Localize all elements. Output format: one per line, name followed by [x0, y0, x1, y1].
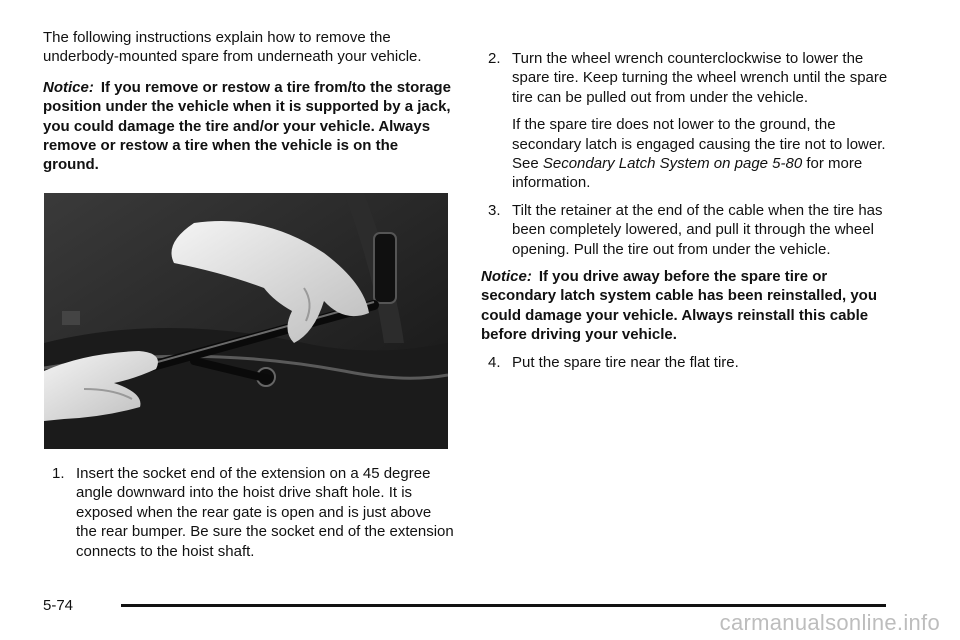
intro-paragraph: The following instructions explain how to remove the underbody-mounted spare from underneath your vehicle. — [43, 29, 422, 66]
notice-text: If you remove or restow a tire from/to the storage position under the vehicle when it is supported by a jack, you could damage the tire and/or your vehicle. Always remove or restow a tire when the vehicle is on the ground. — [43, 78, 451, 174]
notice-label: Notice: — [481, 268, 532, 286]
step-4-text: Put the spare tire near the flat tire. — [512, 353, 739, 371]
page-number: 5-74 — [43, 597, 74, 614]
notice-1 — [43, 78, 453, 175]
step-4 — [481, 353, 901, 372]
notice-text: If you drive away before the spare tire or secondary latch system cable has been reinstalled, you could damage your vehicle. Always reinstall this cable before driving your vehicle. — [481, 268, 877, 344]
step-2 — [481, 49, 901, 107]
left-column — [43, 28, 453, 175]
step-2-text: Turn the wheel wrench counterclockwise to lower the spare tire. Keep turning the wheel wrench until the spare tire can be pulled out from under the vehicle. — [512, 50, 888, 106]
step-4-number: 4. — [488, 353, 501, 371]
right-column — [481, 49, 901, 372]
step-2-number: 2. — [488, 50, 501, 67]
footer-rule — [121, 604, 886, 607]
notice-label: Notice: — [43, 78, 94, 96]
instruction-photo — [44, 193, 448, 449]
secondary-latch-reference: Secondary Latch System on page 5-80 — [542, 155, 803, 173]
step-2-note — [481, 115, 901, 193]
step-1-text: Insert the socket end of the extension on a 45 degree angle downward into the hoist drive shaft hole. It is exposed when the rear gate is open and is just above the rear bumper. Be sure the socket end of the extension connects to the hoist shaft. — [76, 465, 454, 560]
step-1 — [45, 464, 455, 561]
step-1-number: 1. — [52, 465, 65, 482]
watermark: carmanualsonline.info — [719, 610, 940, 635]
step-2-note-text: If the spare tire does not lower to the ground, the secondary latch is engaged causing the tire not to lower. See — [512, 116, 886, 173]
step-3-text: Tilt the retainer at the end of the cable when the tire has been completely lowered, and pull it through the wheel opening. Pull the tire out from under the vehicle. — [512, 201, 883, 258]
notice-2 — [481, 267, 901, 345]
step-3-number: 3. — [488, 201, 501, 219]
step-3 — [481, 201, 901, 259]
step-2-note-end: for more information. — [512, 155, 863, 192]
step-1-block — [45, 464, 455, 561]
